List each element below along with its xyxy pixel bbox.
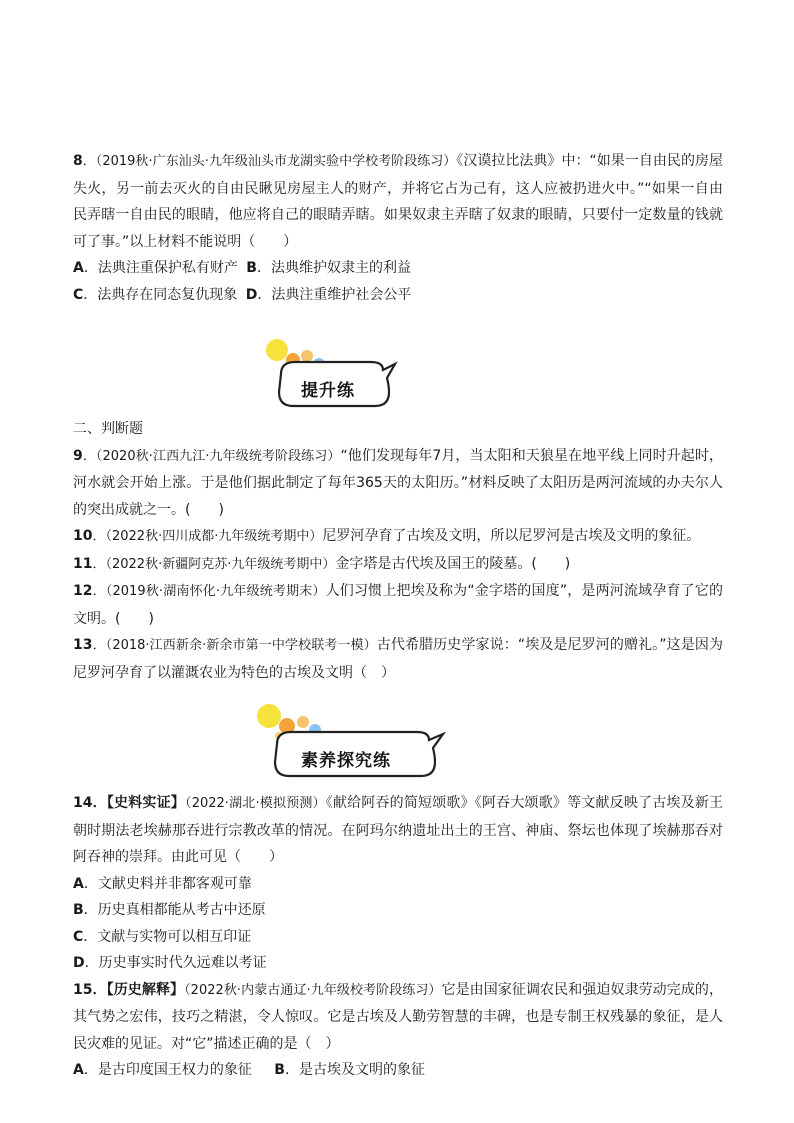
question-10 [73,523,723,551]
question-text: “他们发现每年7月，当太阳和天狼星在地平线上同时升起时，河水就会开始上涨。于是他们据此制定了每年365天的太阳历。”材料反映了太阳历是两河流域的办夫尔人的突出成就之一。( ) [73,447,723,518]
question-tag: ．【历史解释】 [92,981,185,998]
question-15 [73,977,723,1084]
section-badge-improve [73,308,723,416]
question-15-stem [73,977,723,1058]
option-key: A [73,875,84,892]
question-text: 古代希腊历史学家说：“埃及是尼罗河的赠礼。”这是因为尼罗河孕育了以灌溉农业为特色的古埃及文明（ ） [73,637,723,681]
question-number: 8 [73,153,83,169]
question-source: ．（2019秋·湖南怀化·九年级统考期末） [92,584,326,599]
option-text: ．法典维护奴隶主的利益 [256,260,411,276]
option-row [73,1057,723,1084]
option-row [73,924,723,951]
question-text: 人们习惯上把埃及称为“金字塔的国度”，是两河流域孕育了它的文明。( ) [73,583,723,627]
option-key: D [245,286,258,303]
question-number: 13 [73,637,93,653]
option-text: ．是古印度国王权力的象征 [83,1062,252,1078]
option-key: D [73,955,85,971]
question-14-stem [73,790,723,871]
option-text: ．法典注重保护私有财产 [83,260,238,276]
question-text: 它是由国家征调农民和强迫奴隶劳动完成的，其气势之宏伟，技巧之精湛，令人惊叹。它是古埃及人勤劳智慧的丰碑，也是专制王权残暴的象征，是人民灾难的见证。对“它”描述正确的是（ ） [73,981,723,1052]
document-page [73,148,723,1084]
option-key: C [73,286,84,303]
option-text: ．历史事实时代久远难以考证 [84,955,267,971]
question-number: 9 [73,447,83,464]
option-row [73,255,723,282]
question-text: 《汉谟拉比法典》中：“如果一自由民的房屋失火，另一前去灭火的自由民瞅见房屋主人的财产，并将它占为己有，这人应被扔进火中。”“如果一自由民弄瞎一自由民的眼睛，他应将自己的眼睛弄瞎。如果奴隶主弄瞎了奴隶的眼睛，只要付一定数量的钱就可了事。”以上材料不能说明（ ） [73,153,723,250]
option-key: A [73,260,84,276]
question-source: ．（2022秋·新疆阿克苏·九年级统考期中） [92,556,336,572]
option-row [73,871,723,898]
question-number: 15 [73,981,93,998]
question-source: （2022·湖北·模拟预测） [185,796,326,811]
option-text: ．文献与实物可以相互印证 [83,928,252,945]
question-number: 12 [73,583,93,599]
option-key: B [274,1062,285,1078]
question-tag: ．【史料实证】 [92,795,185,811]
option-text: ．历史真相都能从考古中还原 [83,902,266,918]
question-14 [73,790,723,977]
option-key: A [73,1062,84,1078]
question-8-stem [73,148,723,255]
question-11 [73,551,723,579]
question-text: 尼罗河孕育了古埃及文明，所以尼罗河是古埃及文明的象征。 [322,528,701,544]
option-text: ．法典存在同态复仇现象 [83,286,238,303]
question-9 [73,443,723,524]
question-text: 《献给阿吞的简短颂歌》《阿吞大颂歌》等文献反映了古埃及新王朝时期法老埃赫那吞进行宗教改革的情况。在阿玛尔纳遗址出土的王宫、神庙、祭坛也体现了埃赫那吞对阿吞神的崇拜。由此可见（ ） [73,795,724,865]
question-number: 14 [73,795,93,811]
option-key: B [246,260,257,276]
badge-label: 提升练 [301,381,355,401]
speech-bubble-icon [263,334,403,414]
option-key: B [73,902,84,918]
option-text: ．是古埃及文明的象征 [284,1062,425,1078]
question-number: 11 [73,555,93,572]
question-source: ．（2019秋·广东汕头·九年级汕头市龙湖实验中学校考阶段练习） [82,154,457,169]
question-8 [73,148,723,308]
question-12 [73,578,723,632]
question-source: ．（2022秋·四川成都·九年级统考期中） [92,529,323,544]
option-row [73,950,723,977]
question-source: ．（2018·江西新余·新余市第一中学校联考一模） [92,638,377,653]
option-key: C [73,928,84,945]
question-source: （2022秋·内蒙古通辽·九年级校考阶段练习） [184,982,442,998]
question-number: 10 [73,528,93,544]
option-row [73,282,723,309]
question-text: 金字塔是古代埃及国王的陵墓。( ) [335,555,571,572]
question-source: ．（2020秋·江西九江·九年级统考阶段练习） [82,448,341,464]
option-row [73,897,723,924]
option-text: ．文献史料并非都客观可靠 [83,875,252,892]
option-text: ．法典注重维护社会公平 [257,286,412,303]
section-badge-literacy [73,686,723,790]
badge-label: 素养探究练 [301,751,391,771]
speech-bubble-icon [253,700,453,786]
section-heading: 二、判断题 [73,421,143,437]
question-13 [73,632,723,686]
